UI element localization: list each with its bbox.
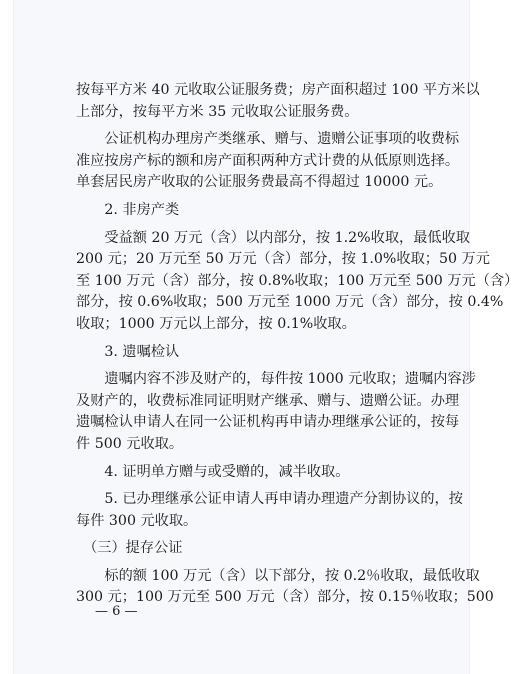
text-line: 单套居民房产收取的公证服务费最高不得超过 10000 元。	[76, 174, 443, 191]
text-line: 4. 证明单方赠与或受赠的，减半收取。	[76, 463, 350, 480]
text-line: 部分，按 0.6%收取；500 万元至 1000 万元（含）部分，按 0.4%	[76, 294, 504, 311]
text-line: 遗嘱内容不涉及财产的，每件按 1000 元收取；遗嘱内容涉	[76, 371, 476, 388]
text-line: 至 100 万元（含）部分，按 0.8%收取；100 万元至 500 万元（含）	[76, 272, 518, 289]
page-number: — 6 —	[95, 604, 138, 619]
document-body	[76, 80, 518, 609]
section-heading: 3. 遗嘱检认	[76, 343, 180, 360]
text-line: 按每平方米 40 元收取公证服务费；房产面积超过 100 平方米以	[76, 82, 480, 98]
text-line: 受益额 20 万元（含）以内部分，按 1.2%收取，最低收取	[76, 229, 470, 246]
text-line: 遗嘱检认申请人在同一公证机构再申请办理继承公证的，按每	[76, 414, 460, 431]
text-line: 及财产的，收费标准同证明财产继承、赠与、遗赠公证。办理	[76, 392, 460, 409]
text-line: 公证机构办理房产类继承、赠与、遗赠公证事项的收费标	[76, 131, 460, 148]
text-line: 5. 已办理继承公证申请人再申请办理遗产分割协议的，按	[76, 491, 463, 508]
section-heading: 2. 非房产类	[76, 201, 180, 218]
text-line: 标的额 100 万元（含）以下部分，按 0.2％收取，最低收取	[76, 567, 480, 584]
text-line: 准应按房产标的额和房产面积两种方式计费的从低原则选择。	[76, 152, 460, 169]
document-page	[14, 0, 518, 674]
text-line: 200 元；20 万元至 50 万元（含）部分，按 1.0%收取；50 万元	[76, 251, 490, 268]
text-line: 每件 300 元收取。	[76, 512, 198, 529]
text-line: 收取；1000 万元以上部分，按 0.1%收取。	[76, 315, 356, 332]
text-line: 300 元；100 万元至 500 万元（含）部分，按 0.15％收取；500	[76, 589, 494, 606]
text-line: 上部分，按每平方米 35 元收取公证服务费。	[76, 103, 359, 120]
section-heading: （三）提存公证	[76, 540, 183, 557]
text-line: 件 500 元收取。	[76, 435, 184, 452]
